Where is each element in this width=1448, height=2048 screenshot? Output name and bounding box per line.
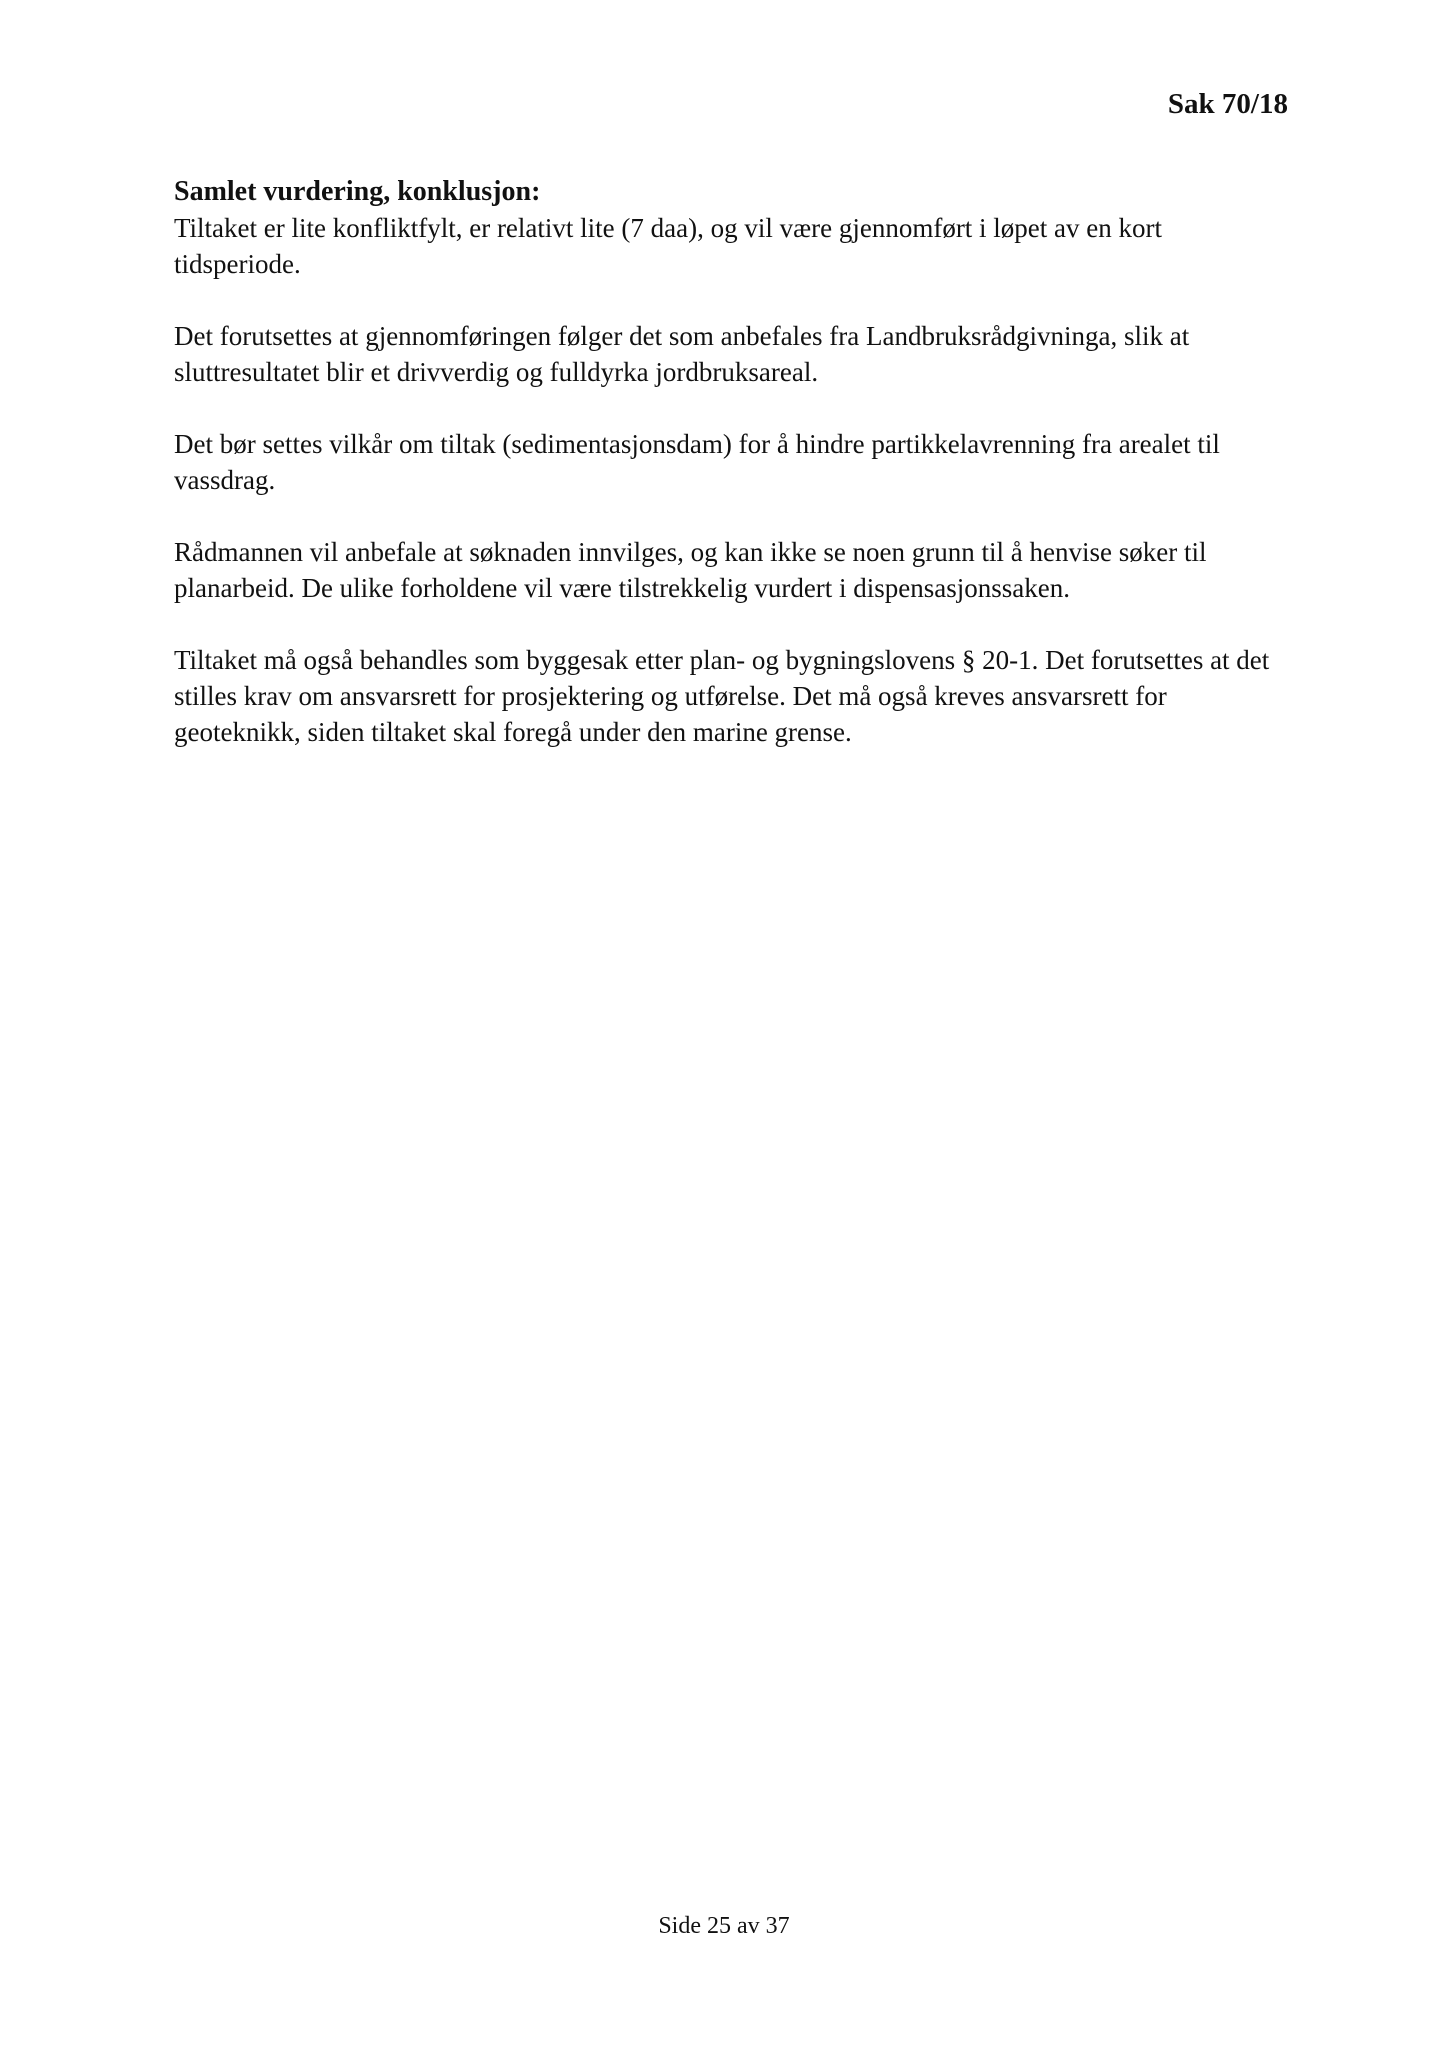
case-reference: Sak 70/18 [1167, 88, 1288, 120]
paragraph-recommendation: Rådmannen vil anbefale at søknaden innvilges, og kan ikke se noen grunn til å henvise søker til planarbeid. De ulike forholdene vil være tilstrekkelig vurdert i dispensasjonssaken. [174, 537, 1207, 603]
paragraph-conditions: Det bør settes vilkår om tiltak (sedimentasjonsdam) for å hindre partikkelavrenning fra arealet til vassdrag. [174, 429, 1220, 495]
section-heading: Samlet vurdering, konklusjon: [174, 176, 541, 207]
document-body [174, 174, 1284, 786]
paragraph-implementation: Det forutsettes at gjennomføringen følger det som anbefales fra Landbruksrådgivninga, slik at sluttresultatet blir et drivverdig og fulldyrka jordbruksareal. [174, 321, 1190, 387]
paragraph-summary: Tiltaket er lite konfliktfylt, er relativt lite (7 daa), og vil være gjennomført i løpet av en kort tidsperiode. [174, 213, 1163, 279]
page-number: Side 25 av 37 [658, 1913, 790, 1939]
paragraph-building-case: Tiltaket må også behandles som byggesak etter plan- og bygningslovens § 20-1. Det forutsettes at det stilles krav om ansvarsrett for prosjektering og utførelse. Det må også kreves ansvarsrett for geoteknikk, siden tiltaket skal foregå under den marine grense. [174, 645, 1270, 747]
